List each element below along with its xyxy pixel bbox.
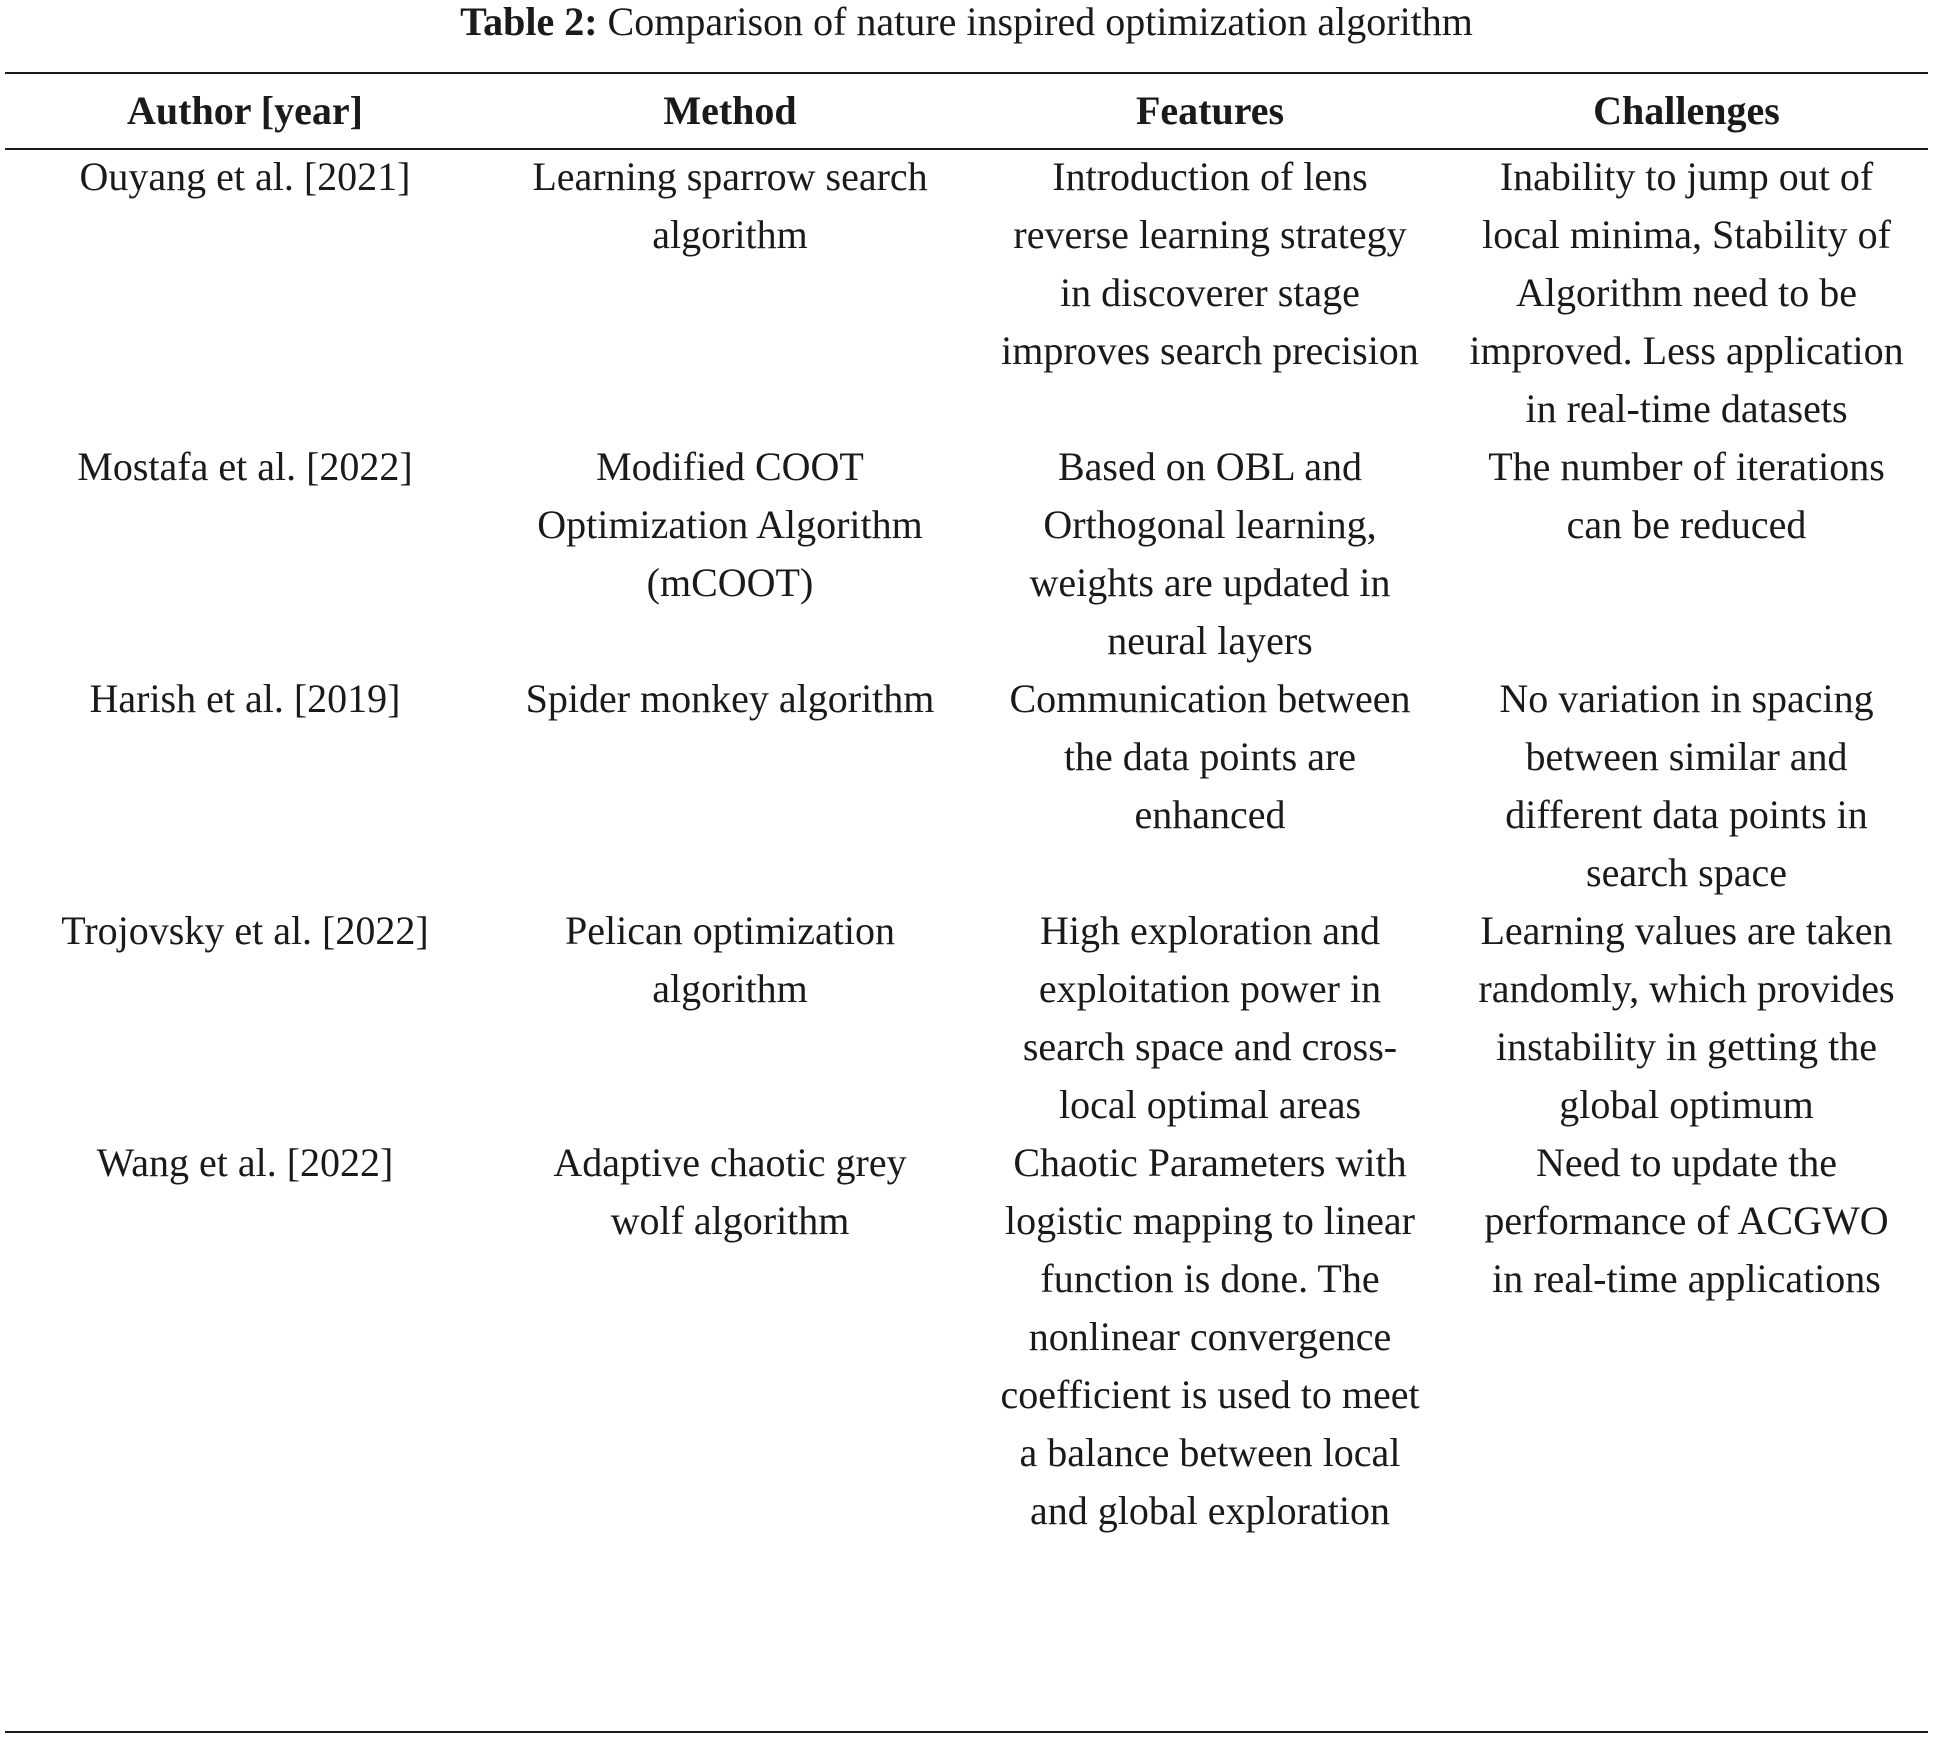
challenges-cell	[1445, 148, 1928, 438]
table-caption-label: Table 2:	[460, 0, 598, 44]
table-bottom-rule	[5, 1731, 1928, 1733]
author-cell	[5, 148, 485, 438]
features-cell	[975, 1134, 1445, 1540]
method-text: Pelican optimization algorithm	[565, 908, 895, 1011]
method-cell	[485, 438, 975, 670]
table-caption-text: Comparison of nature inspired optimization algorithm	[597, 0, 1473, 44]
author-cell	[5, 1134, 485, 1540]
method-text: Spider monkey algorithm	[525, 676, 935, 721]
header-author-year: Author [year]	[127, 88, 363, 133]
features-text: High exploration and exploitation power in search space and cross-local optimal areas	[1022, 908, 1398, 1127]
challenges-cell	[1445, 1134, 1928, 1540]
method-text: Adaptive chaotic grey wolf algorithm	[553, 1140, 907, 1243]
method-text: Modified COOT Optimization Algorithm (mCOOT)	[537, 444, 923, 605]
table-row	[5, 902, 1928, 1134]
author-text: Wang et al. [2022]	[96, 1140, 394, 1185]
table-row	[5, 670, 1928, 902]
author-cell	[5, 902, 485, 1134]
author-cell	[5, 670, 485, 902]
author-text: Trojovsky et al. [2022]	[61, 908, 429, 953]
features-text: Chaotic Parameters with logistic mapping to linear function is done. The nonlinear convergence coefficient is used to meet a balance between local and global exploration	[1000, 1140, 1420, 1533]
table-row	[5, 1134, 1928, 1540]
method-cell	[485, 902, 975, 1134]
features-cell	[975, 438, 1445, 670]
features-cell	[975, 902, 1445, 1134]
method-cell	[485, 670, 975, 902]
features-cell	[975, 670, 1445, 902]
author-text: Mostafa et al. [2022]	[77, 444, 413, 489]
author-text: Ouyang et al. [2021]	[79, 154, 411, 199]
header-challenges: Challenges	[1593, 88, 1780, 133]
comparison-table	[5, 74, 1928, 1540]
features-cell	[975, 148, 1445, 438]
challenges-text: Inability to jump out of local minima, Stability of Algorithm need to be improved. Less application in real-time datasets	[1469, 154, 1904, 431]
challenges-text: Learning values are taken randomly, which provides instability in getting the global optimum	[1478, 908, 1895, 1127]
features-text: Based on OBL and Orthogonal learning, weights are updated in neural layers	[1029, 444, 1391, 663]
author-text: Harish et al. [2019]	[89, 676, 401, 721]
method-text: Learning sparrow search algorithm	[532, 154, 928, 257]
author-cell	[5, 438, 485, 670]
features-text: Communication between the data points are enhanced	[1009, 676, 1411, 837]
header-features: Features	[1135, 88, 1285, 133]
method-cell	[485, 1134, 975, 1540]
table-header-row	[5, 74, 1928, 148]
challenges-text: Need to update the performance of ACGWO in real-time applications	[1484, 1140, 1889, 1301]
challenges-text: The number of iterations can be reduced	[1488, 444, 1885, 547]
features-text: Introduction of lens reverse learning strategy in discoverer stage improves search precision	[1001, 154, 1419, 373]
table-row	[5, 438, 1928, 670]
header-method: Method	[663, 88, 797, 133]
table-row	[5, 148, 1928, 438]
challenges-cell	[1445, 438, 1928, 670]
challenges-text: No variation in spacing between similar and different data points in search space	[1499, 676, 1874, 895]
challenges-cell	[1445, 670, 1928, 902]
table-caption	[0, 0, 1933, 44]
method-cell	[485, 148, 975, 438]
challenges-cell	[1445, 902, 1928, 1134]
